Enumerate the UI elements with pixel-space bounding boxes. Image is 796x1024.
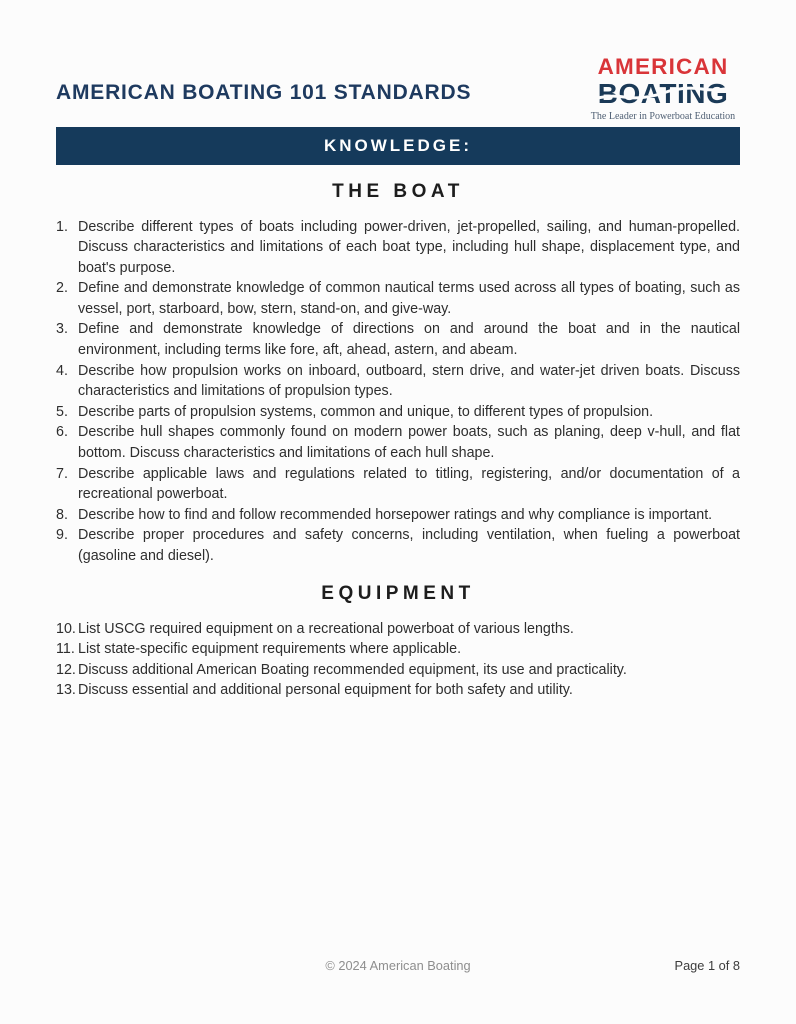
list-item [56,505,740,526]
item-number: 10. [56,620,76,637]
list-item [56,464,740,505]
list-item [56,278,740,319]
item-number: 3. [56,321,68,338]
list-item [56,361,740,402]
item-number: 9. [56,527,68,544]
item-text: Discuss additional American Boating recommended equipment, its use and practicality. [78,661,627,678]
item-number: 5. [56,403,68,420]
equipment-list [56,619,740,701]
list-item [56,680,740,701]
item-text: Discuss essential and additional personal equipment for both safety and utility. [78,682,573,699]
page-number: Page 1 of 8 [674,958,740,973]
list-item [56,660,740,681]
list-item [56,422,740,463]
item-number: 1. [56,218,68,235]
section-heading-the-boat: THE BOAT [332,180,464,202]
item-text: Describe parts of propulsion systems, common and unique, to different types of propulsion. [78,403,654,420]
the-boat-list [56,217,740,567]
item-text: Define and demonstrate knowledge of common nautical terms used across all types of boating, such as vessel, port, starboard, bow, stern, stand-on, and give-way. [78,280,740,317]
page-title: AMERICAN BOATING 101 STANDARDS [56,81,472,104]
item-number: 12. [56,661,76,678]
item-number: 11. [56,641,75,658]
list-item [56,619,740,640]
list-item [56,319,740,360]
section-heading-equipment: EQUIPMENT [321,582,475,604]
logo-word-american: AMERICAN [597,54,729,79]
item-text: Describe applicable laws and regulations related to titling, registering, and/or documentation of a recreational powerboat. [78,465,740,503]
item-number: 8. [56,506,68,523]
logo-word-boating: BOATING [597,77,729,109]
list-item [56,217,740,279]
list-item [56,402,740,423]
item-text: Describe how propulsion works on inboard, outboard, stern drive, and water-jet driven boats. Discuss characteristics and limitations of propulsion types. [78,362,740,400]
item-text: Describe hull shapes commonly found on modern power boats, such as planing, deep v-hull, and flat bottom. Discuss characteristics and limitations of each hull shape. [78,424,740,462]
page-header [56,0,740,122]
knowledge-banner [56,127,740,165]
logo-word-boating-wrap [586,77,740,109]
list-item [56,525,740,566]
item-number: 6. [56,424,68,441]
item-number: 7. [56,465,68,482]
item-text: Define and demonstrate knowledge of directions on and around the boat and in the nautical environment, including terms like fore, aft, ahead, astern, and abeam. [78,321,740,359]
item-text: Describe different types of boats including power-driven, jet-propelled, sailing, and human-propelled. Discuss characteristics and limitations of each boat type, including hull shape, displacement type, and boat's purpose. [78,218,740,276]
item-number: 2. [56,280,68,297]
page-footer [56,958,740,974]
logo-tagline: The Leader in Powerboat Education [590,110,736,122]
copyright-text: © 2024 American Boating [325,958,471,973]
list-item [56,639,740,660]
american-boating-logo [586,56,740,122]
item-text: List state-specific equipment requirements where applicable. [78,641,462,658]
item-number: 4. [56,362,68,379]
item-number: 13. [56,682,76,699]
item-text: Describe how to find and follow recommended horsepower ratings and why compliance is important. [78,506,713,523]
page-content [56,0,740,701]
item-text: List USCG required equipment on a recreational powerboat of various lengths. [78,620,574,637]
item-text: Describe proper procedures and safety concerns, including ventilation, when fueling a powerboat (gasoline and diesel). [78,527,740,564]
knowledge-banner-label: KNOWLEDGE: [323,135,473,155]
